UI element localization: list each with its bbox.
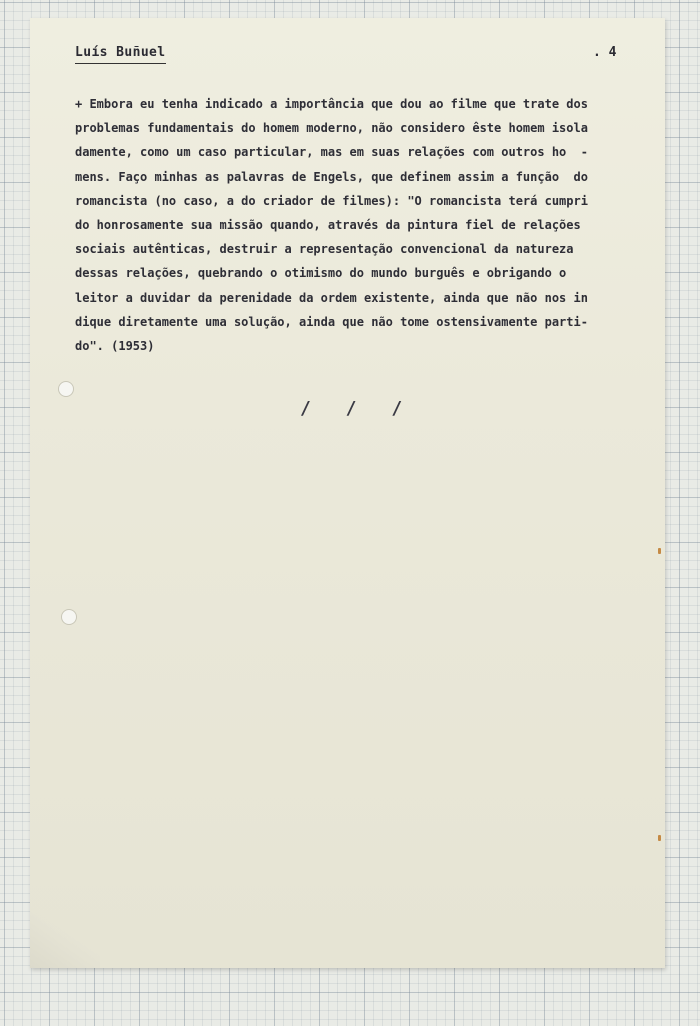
text-line: dique diretamente uma solução, ainda que não tome ostensivamente parti- [75,314,588,329]
page-fold-corner [30,908,100,968]
text-line: damente, como um caso particular, mas em suas relações com outros ho - [75,145,588,160]
text-line: do honrosamente sua missão quando, através da pintura fiel de relações [75,218,581,233]
text-line: sociais autênticas, destruir a representação convencional da natureza [75,242,574,257]
document-page [30,18,665,968]
punch-hole [61,609,77,625]
punch-hole [58,381,74,397]
text-line: problemas fundamentais do homem moderno, não considero êste homem isola [75,121,588,136]
text-line: leitor a duvidar da perenidade da ordem existente, ainda que não nos in [75,290,588,305]
author-header: Luís Buñuel [75,45,166,64]
paper-mark [658,835,661,841]
page-number: . 4 [593,45,617,60]
paper-mark [658,548,661,554]
text-line: dessas relações, quebrando o otimismo do mundo burguês e obrigando o [75,266,567,281]
text-line: + Embora eu tenha indicado a importância que dou ao filme que trate dos [75,97,588,111]
text-line: romancista (no caso, a do criador de filmes): "O romancista terá cumpri [75,193,588,208]
section-end-mark: / / / [300,398,415,419]
text-line: do". (1953) [75,339,155,354]
text-line: mens. Faço minhas as palavras de Engels, que definem assim a função do [75,169,588,184]
typewritten-paragraph [75,92,660,358]
